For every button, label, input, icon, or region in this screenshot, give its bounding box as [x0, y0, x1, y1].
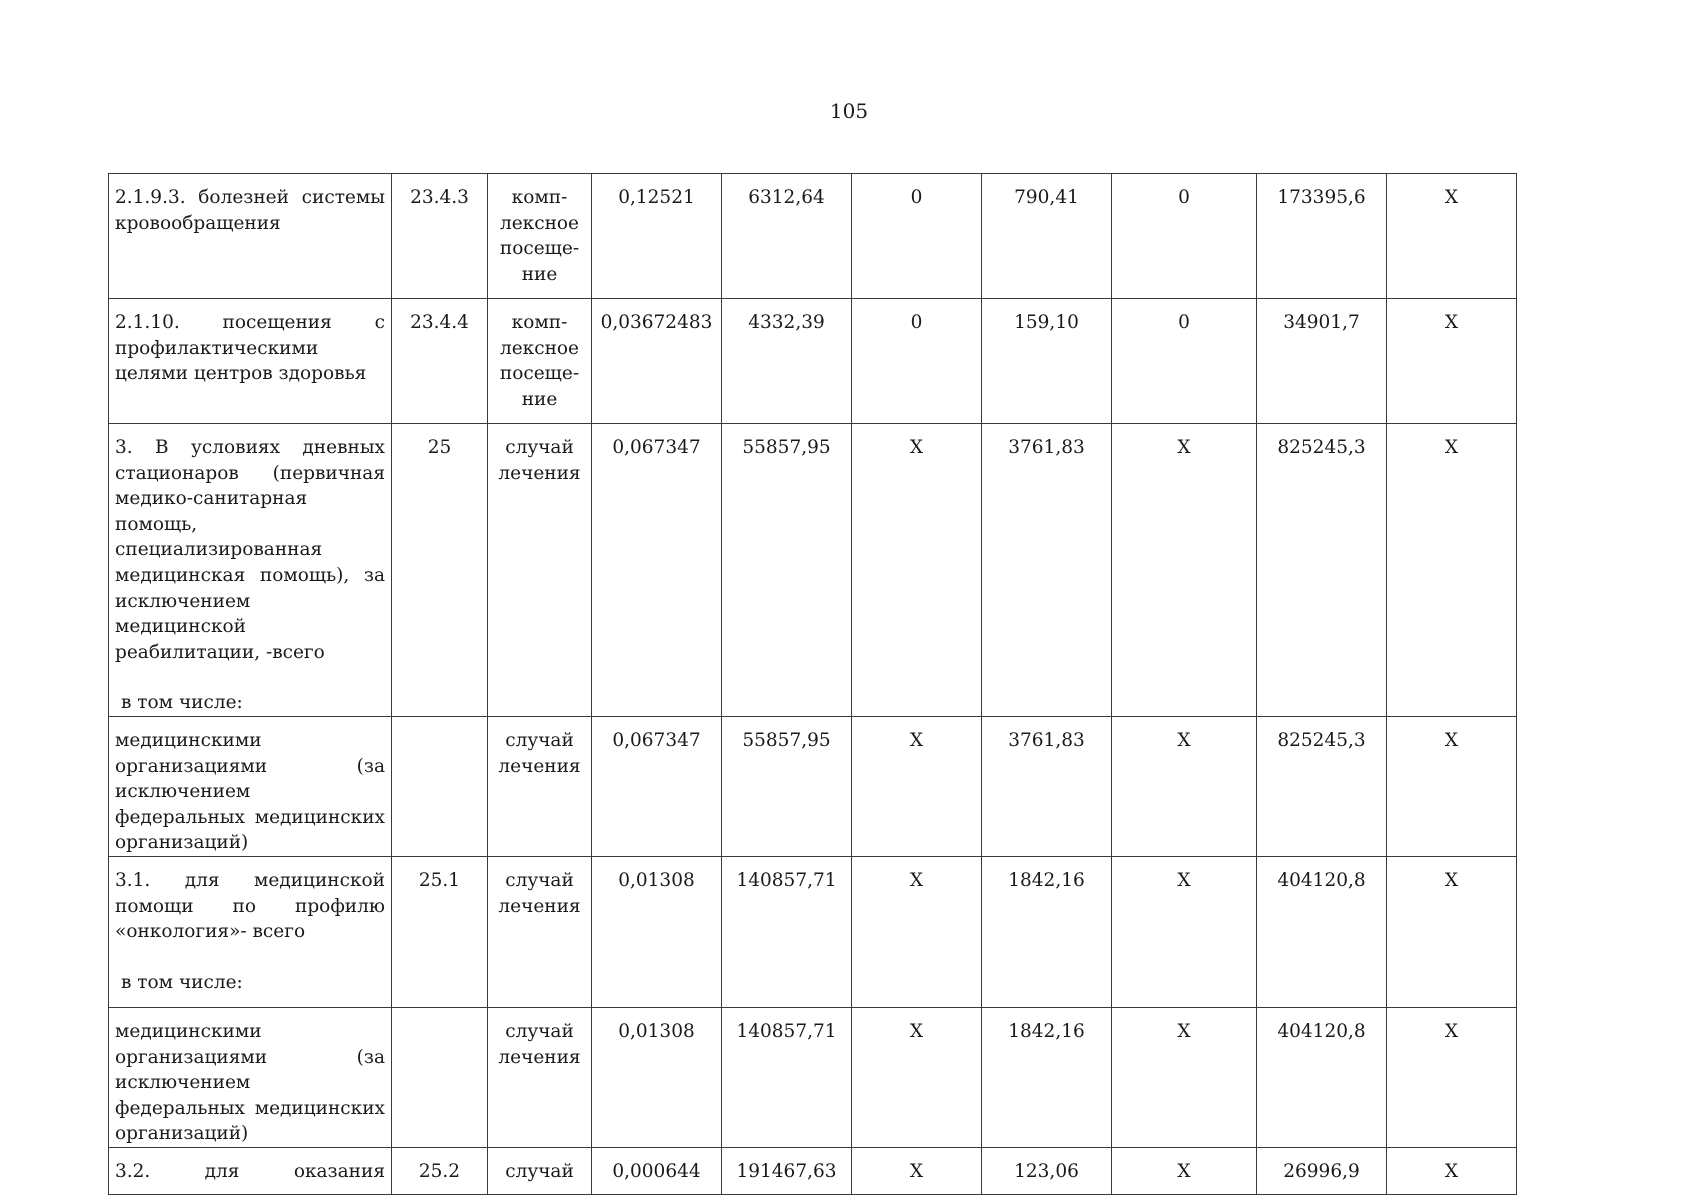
row-code-cell	[392, 716, 488, 856]
indicator-name-cell: медицинскими организациями (за исключением федеральных медицинских организаций)	[109, 1007, 392, 1147]
unit-cell	[488, 716, 592, 856]
unit-cell	[488, 174, 592, 299]
table-row	[109, 424, 1517, 717]
value-cell: X	[852, 1147, 982, 1194]
indicator-name-cell	[109, 424, 392, 717]
value-cell: 404120,8	[1257, 856, 1387, 1007]
subtotal-note: в том числе:	[121, 971, 243, 993]
value-cell: 123,06	[982, 1147, 1112, 1194]
value-cell: X	[1112, 716, 1257, 856]
value-cell: 140857,71	[722, 856, 852, 1007]
unit-cell	[488, 424, 592, 717]
table-row	[109, 1147, 1517, 1194]
table-row	[109, 856, 1517, 1007]
value-cell: X	[852, 856, 982, 1007]
unit-cell	[488, 1007, 592, 1147]
value-cell: X	[1112, 1147, 1257, 1194]
value-cell: 173395,6	[1257, 174, 1387, 299]
value-cell: 159,10	[982, 299, 1112, 424]
unit-cell	[488, 856, 592, 1007]
row-code-cell: 25.1	[392, 856, 488, 1007]
value-cell: X	[1387, 856, 1517, 1007]
value-cell: X	[1387, 424, 1517, 717]
unit-cell	[488, 299, 592, 424]
value-cell: 1842,16	[982, 856, 1112, 1007]
row-code-cell: 25	[392, 424, 488, 717]
value-cell: 0	[1112, 174, 1257, 299]
indicator-name-cell: медицинскими организациями (за исключением федеральных медицинских организаций)	[109, 716, 392, 856]
row-code-cell: 23.4.3	[392, 174, 488, 299]
value-cell: X	[1387, 1007, 1517, 1147]
unit-text: случай	[505, 1160, 574, 1182]
value-cell: X	[852, 716, 982, 856]
value-cell: 0	[1112, 299, 1257, 424]
value-cell: 55857,95	[722, 716, 852, 856]
value-cell: 0,067347	[592, 716, 722, 856]
value-cell: 34901,7	[1257, 299, 1387, 424]
value-cell: 4332,39	[722, 299, 852, 424]
indicator-name-text: 3.1. для медицинской помощи по профилю «онкология»- всего	[115, 869, 385, 943]
value-cell: X	[1387, 174, 1517, 299]
value-cell: 825245,3	[1257, 424, 1387, 717]
value-cell: 26996,9	[1257, 1147, 1387, 1194]
row-code-cell: 23.4.4	[392, 299, 488, 424]
value-cell: 0	[852, 299, 982, 424]
indicator-name-cell: 3.2. для оказания	[109, 1147, 392, 1194]
table-row	[109, 1007, 1517, 1147]
indicator-name-text: 3. В условиях дневных стационаров (первичная медико-санитарная помощь, специализированная медицинская помощь), за исключением медицинской реабилитации, -всего	[115, 437, 385, 663]
unit-text: случай лечения	[498, 437, 581, 484]
unit-text: комп- лексное посеще- ние	[499, 312, 580, 410]
value-cell: 0	[852, 174, 982, 299]
value-cell: X	[1112, 1007, 1257, 1147]
value-cell: 0,01308	[592, 856, 722, 1007]
value-cell: 3761,83	[982, 424, 1112, 717]
value-cell: 0,03672483	[592, 299, 722, 424]
page-number: 105	[829, 99, 869, 123]
unit-cell	[488, 1147, 592, 1194]
value-cell: X	[852, 424, 982, 717]
indicator-name-cell: 2.1.9.3. болезней системы кровообращения	[109, 174, 392, 299]
unit-text: комп- лексное посеще- ние	[499, 187, 580, 285]
value-cell: 404120,8	[1257, 1007, 1387, 1147]
table-row	[109, 174, 1517, 299]
value-cell: X	[1387, 716, 1517, 856]
value-cell: 0,067347	[592, 424, 722, 717]
value-cell: 0,01308	[592, 1007, 722, 1147]
value-cell: X	[1112, 424, 1257, 717]
indicator-name-cell	[109, 856, 392, 1007]
value-cell: 140857,71	[722, 1007, 852, 1147]
normative-table	[108, 173, 1517, 1195]
row-code-cell	[392, 1007, 488, 1147]
value-cell: X	[852, 1007, 982, 1147]
value-cell: 0,12521	[592, 174, 722, 299]
value-cell: 825245,3	[1257, 716, 1387, 856]
indicator-name-cell: 2.1.10. посещения с профилактическими целями центров здоровья	[109, 299, 392, 424]
value-cell: 790,41	[982, 174, 1112, 299]
value-cell: X	[1387, 299, 1517, 424]
value-cell: 191467,63	[722, 1147, 852, 1194]
unit-text: случай лечения	[498, 729, 581, 777]
value-cell: X	[1112, 856, 1257, 1007]
value-cell: 6312,64	[722, 174, 852, 299]
row-code-cell: 25.2	[392, 1147, 488, 1194]
unit-text: случай лечения	[498, 1020, 581, 1068]
subtotal-note: в том числе:	[121, 692, 243, 714]
unit-text: случай лечения	[498, 869, 581, 917]
table-row	[109, 299, 1517, 424]
value-cell: 1842,16	[982, 1007, 1112, 1147]
value-cell: 3761,83	[982, 716, 1112, 856]
value-cell: X	[1387, 1147, 1517, 1194]
value-cell: 0,000644	[592, 1147, 722, 1194]
table-row	[109, 716, 1517, 856]
value-cell: 55857,95	[722, 424, 852, 717]
